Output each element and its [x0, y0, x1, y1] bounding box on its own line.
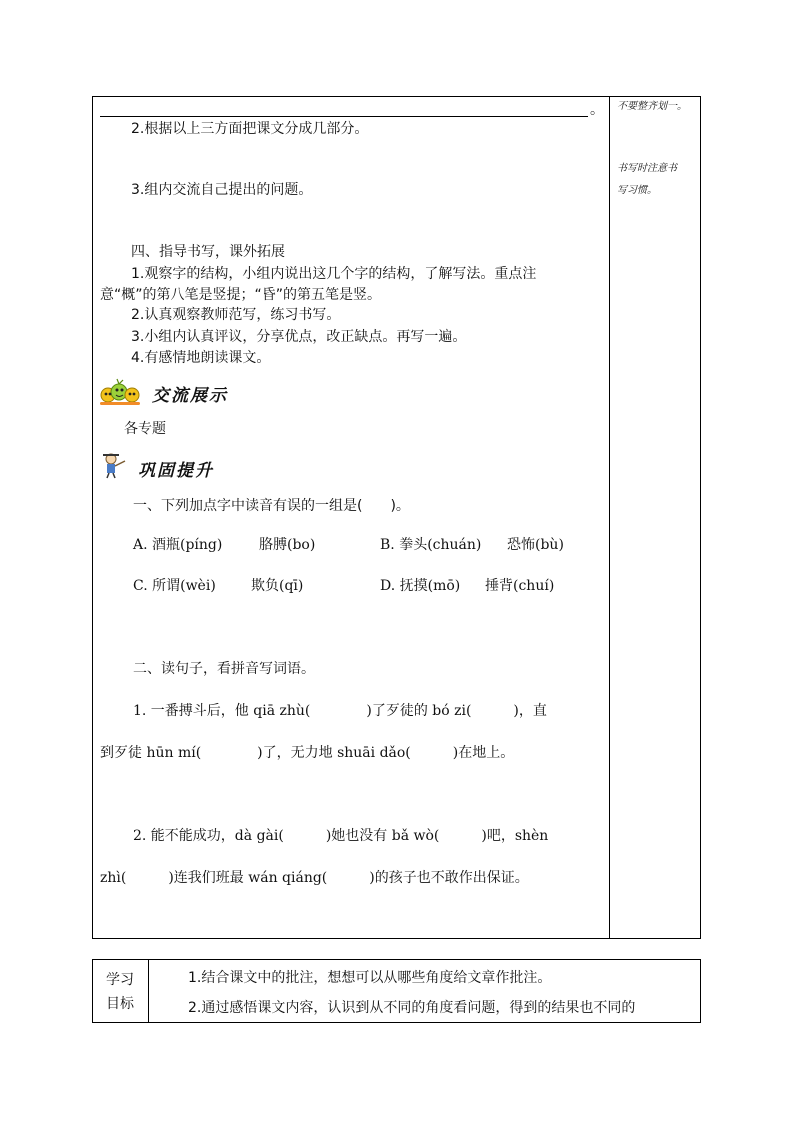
goals-table-right-border: [700, 959, 701, 1023]
side-note-2-line2: 写习惯。: [617, 185, 657, 196]
consolidate-icon: [98, 451, 128, 479]
exchange-title: 交流展示: [152, 386, 228, 406]
underline-period: 。: [590, 102, 604, 118]
question-1: 一、下列加点字中读音有误的一组是( )。: [133, 498, 410, 514]
section-4-p1-line2: 意“概”的第八笔是竖提；“昏”的第五笔是竖。: [100, 287, 382, 303]
sentence-2-line1: 2. 能不能成功，dà gài( )她也没有 bǎ wò( )吧，shèn: [133, 828, 549, 844]
option-c-word2: 欺负(qī): [251, 578, 304, 594]
section-4-heading: 四、指导书写，课外拓展: [131, 244, 285, 260]
main-table-divider: [609, 96, 610, 939]
option-b-word2: 恐怖(bù): [507, 537, 564, 553]
side-note-1: 不要整齐划一。: [617, 101, 687, 112]
section-4-p1-line1: 1.观察字的结构，小组内说出这几个字的结构，了解写法。重点注: [131, 266, 537, 282]
option-a-word1: A. 酒瓶(píng): [133, 537, 223, 553]
section-4-p4: 4.有感情地朗读课文。: [131, 350, 271, 366]
section-4-p3: 3.小组内认真评议，分享优点，改正缺点。再写一遍。: [131, 329, 467, 345]
goals-table-bottom-border: [92, 1022, 701, 1023]
goals-table-left-border: [92, 959, 93, 1023]
step-3-text: 3.组内交流自己提出的问题。: [131, 182, 313, 198]
answer-underline: [100, 116, 588, 117]
goal-1-text: 1.结合课文中的批注，想想可以从哪些角度给文章作批注。: [188, 970, 552, 986]
option-c-word1: C. 所谓(wèi): [133, 578, 216, 594]
option-b-word1: B. 拳头(chuán): [380, 537, 482, 553]
main-table-right-border: [700, 96, 701, 939]
sentence-2-line2: zhì( )连我们班最 wán qiáng( )的孩子也不敢作出保证。: [100, 870, 529, 886]
question-2: 二、读句子，看拼音写词语。: [133, 661, 315, 677]
goals-table-divider: [148, 959, 149, 1023]
main-table-left-border: [92, 96, 93, 939]
sentence-1-line2: 到歹徒 hūn mí( )了，无力地 shuāi dǎo( )在地上。: [100, 745, 515, 761]
consolidate-title: 巩固提升: [138, 461, 214, 481]
goals-label-line1: 学习: [106, 972, 134, 988]
option-d-word2: 捶背(chuí): [485, 578, 555, 594]
goals-label-line2: 目标: [106, 996, 134, 1012]
option-a-word2: 胳膊(bo): [259, 537, 316, 553]
exchange-icon: [96, 378, 146, 408]
goals-table-top-border: [92, 959, 701, 960]
section-4-p2: 2.认真观察教师范写，练习书写。: [131, 307, 341, 323]
goal-2-text: 2.通过感悟课文内容，认识到从不同的角度看问题，得到的结果也不同的: [188, 1000, 636, 1016]
exchange-body: 各专题: [124, 421, 166, 437]
sentence-1-line1: 1. 一番搏斗后，他 qiā zhù( )了歹徒的 bó zi( )，直: [133, 703, 547, 719]
step-2-text: 2.根据以上三方面把课文分成几部分。: [131, 121, 369, 137]
side-note-2-line1: 书写时注意书: [617, 163, 677, 174]
option-d-word1: D. 抚摸(mō): [380, 578, 461, 594]
